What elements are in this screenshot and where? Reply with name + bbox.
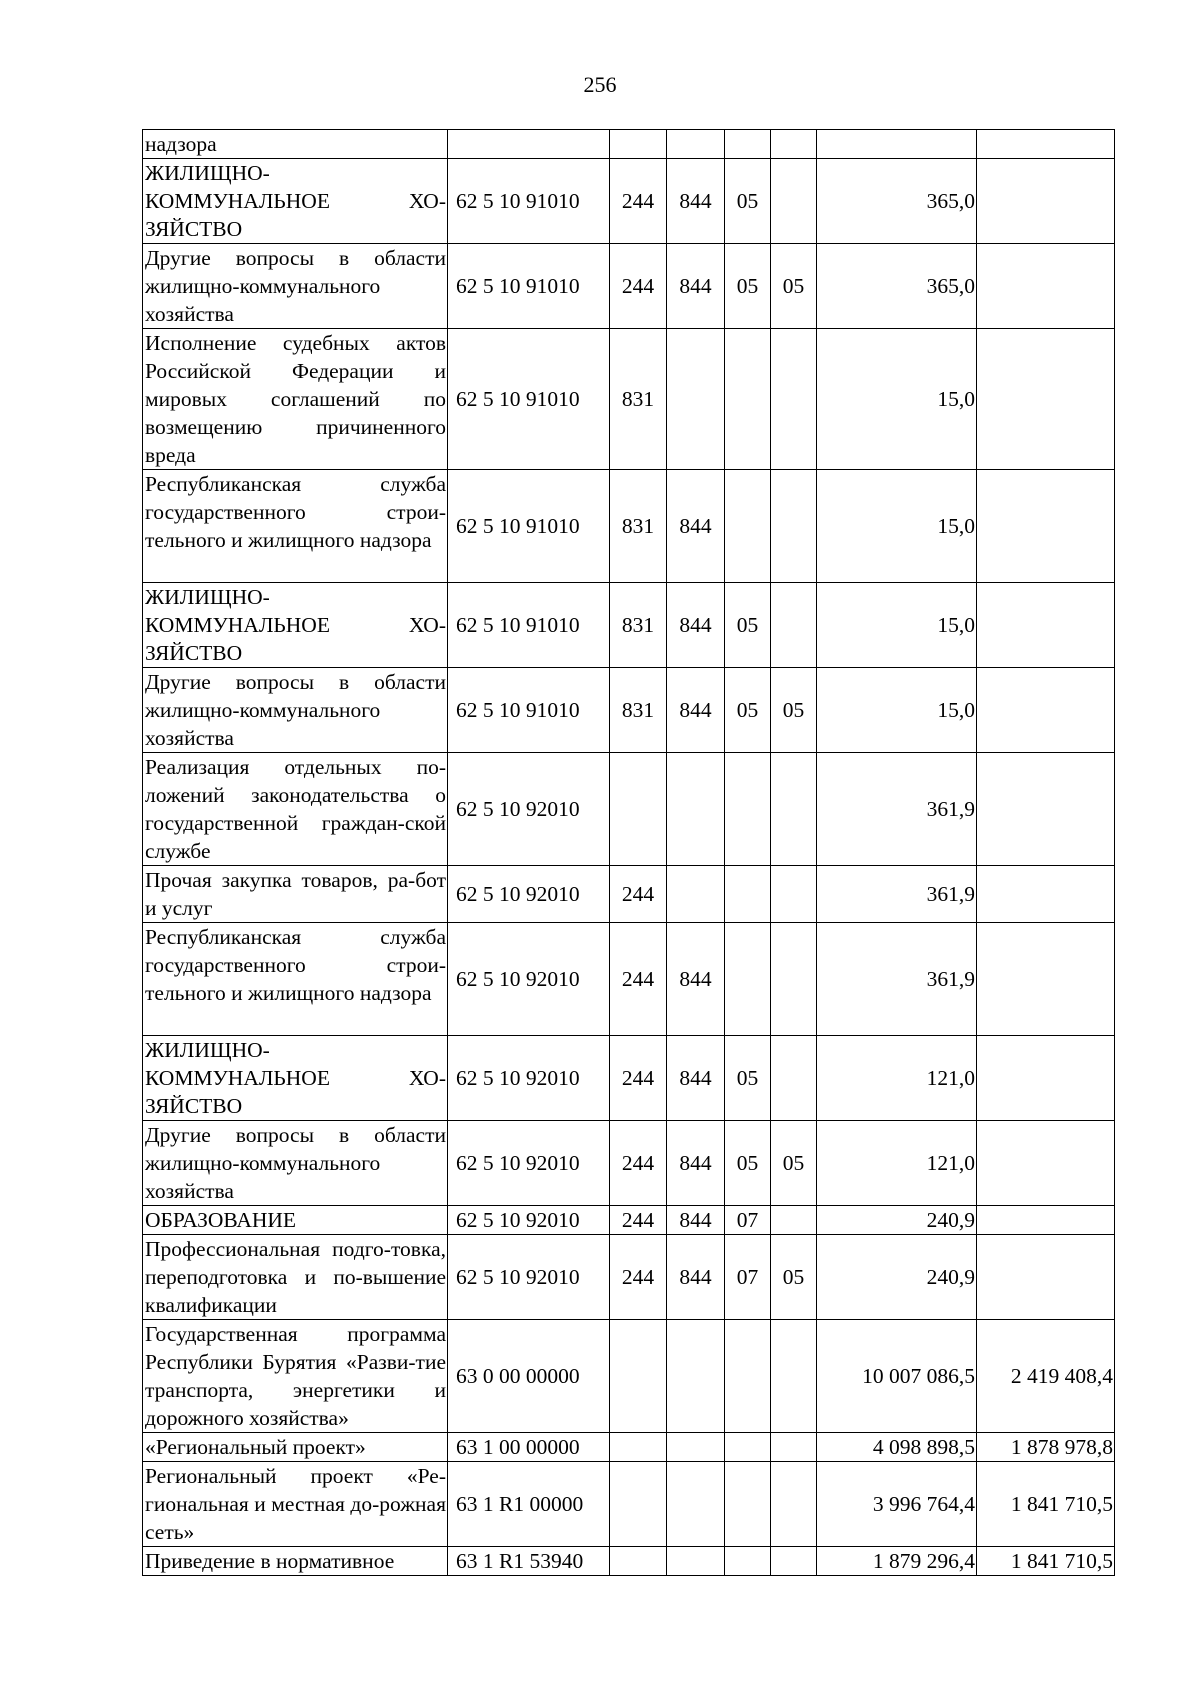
table-row [143,1235,1115,1320]
cell-administrator [667,1462,725,1547]
cell-target-article: 62 5 10 92010 [448,1206,610,1235]
cell-target-article: 63 0 00 00000 [448,1320,610,1433]
cell-subsection [771,1320,817,1433]
cell-name: надзора [143,130,448,159]
cell-administrator: 844 [667,1036,725,1121]
cell-administrator: 844 [667,244,725,329]
table-row [143,1433,1115,1462]
cell-target-article: 62 5 10 92010 [448,753,610,866]
cell-subsection: 05 [771,244,817,329]
cell-amount-total: 10 007 086,5 [817,1320,977,1433]
cell-section: 05 [725,244,771,329]
cell-section [725,866,771,923]
cell-section: 05 [725,1121,771,1206]
cell-name: Исполнение судебных актов Российской Федерации и мировых соглашений по возмещению причиненного вреда [143,329,448,470]
cell-amount-total: 365,0 [817,159,977,244]
cell-expense-type: 244 [610,1036,667,1121]
table-row [143,753,1115,866]
cell-name: ЖИЛИЩНО-КОММУНАЛЬНОЕ ХО-ЗЯЙСТВО [143,1036,448,1121]
cell-target-article: 62 5 10 92010 [448,1121,610,1206]
cell-amount-federal: 1 841 710,5 [977,1462,1115,1547]
cell-amount-total: 361,9 [817,753,977,866]
cell-expense-type: 244 [610,1206,667,1235]
cell-subsection [771,1036,817,1121]
table-row [143,1036,1115,1121]
cell-administrator [667,1433,725,1462]
cell-amount-federal [977,1206,1115,1235]
cell-section [725,1433,771,1462]
cell-amount-federal [977,866,1115,923]
cell-target-article: 62 5 10 92010 [448,866,610,923]
cell-section [725,130,771,159]
budget-table [142,129,1115,1576]
cell-administrator: 844 [667,1121,725,1206]
cell-amount-federal [977,1036,1115,1121]
cell-target-article: 62 5 10 92010 [448,1235,610,1320]
cell-administrator: 844 [667,583,725,668]
cell-section [725,923,771,1036]
cell-amount-total: 121,0 [817,1036,977,1121]
cell-name: Региональный проект «Ре-гиональная и местная до-рожная сеть» [143,1462,448,1547]
cell-administrator [667,1320,725,1433]
cell-amount-federal [977,159,1115,244]
cell-target-article: 63 1 R1 53940 [448,1547,610,1576]
cell-section [725,1320,771,1433]
cell-amount-total: 4 098 898,5 [817,1433,977,1462]
cell-amount-total: 15,0 [817,470,977,583]
cell-amount-total: 361,9 [817,923,977,1036]
cell-section: 05 [725,1036,771,1121]
cell-administrator [667,1547,725,1576]
cell-section: 07 [725,1206,771,1235]
cell-subsection [771,1206,817,1235]
cell-section: 05 [725,159,771,244]
cell-administrator: 844 [667,159,725,244]
cell-subsection [771,130,817,159]
table-row [143,1121,1115,1206]
cell-expense-type: 244 [610,1121,667,1206]
cell-administrator: 844 [667,923,725,1036]
cell-expense-type [610,1433,667,1462]
cell-administrator: 844 [667,1206,725,1235]
cell-section: 05 [725,583,771,668]
budget-table-body [143,130,1115,1576]
cell-name: Профессиональная подго-товка, переподготовка и по-вышение квалификации [143,1235,448,1320]
cell-expense-type: 244 [610,866,667,923]
cell-amount-total: 361,9 [817,866,977,923]
cell-name: Другие вопросы в области жилищно-коммунального хозяйства [143,668,448,753]
cell-subsection [771,1462,817,1547]
cell-section [725,470,771,583]
table-row [143,130,1115,159]
cell-section [725,1462,771,1547]
cell-amount-federal: 2 419 408,4 [977,1320,1115,1433]
cell-amount-federal [977,130,1115,159]
cell-amount-federal: 1 878 978,8 [977,1433,1115,1462]
cell-subsection [771,159,817,244]
cell-section [725,1547,771,1576]
cell-target-article: 62 5 10 92010 [448,1036,610,1121]
cell-name: Прочая закупка товаров, ра-бот и услуг [143,866,448,923]
cell-section: 07 [725,1235,771,1320]
table-row [143,1462,1115,1547]
cell-target-article: 62 5 10 92010 [448,923,610,1036]
cell-target-article: 62 5 10 91010 [448,329,610,470]
cell-subsection: 05 [771,668,817,753]
cell-subsection [771,1547,817,1576]
cell-name: Приведение в нормативное [143,1547,448,1576]
cell-expense-type: 831 [610,668,667,753]
cell-administrator [667,329,725,470]
cell-target-article: 63 1 R1 00000 [448,1462,610,1547]
cell-section [725,753,771,866]
table-row [143,244,1115,329]
cell-expense-type: 244 [610,244,667,329]
cell-administrator [667,130,725,159]
cell-subsection [771,583,817,668]
cell-expense-type: 244 [610,1235,667,1320]
cell-target-article [448,130,610,159]
table-row [143,159,1115,244]
table-row [143,923,1115,1036]
cell-subsection [771,1433,817,1462]
cell-amount-federal [977,583,1115,668]
cell-administrator [667,753,725,866]
cell-subsection: 05 [771,1121,817,1206]
cell-expense-type [610,130,667,159]
cell-name: Реализация отдельных по-ложений законодательства о государственной граждан-ской службе [143,753,448,866]
cell-section [725,329,771,470]
cell-amount-total: 15,0 [817,583,977,668]
cell-expense-type: 244 [610,159,667,244]
cell-name: Государственная программа Республики Бурятия «Разви-тие транспорта, энергетики и дорожного хозяйства» [143,1320,448,1433]
cell-amount-total: 240,9 [817,1206,977,1235]
cell-amount-federal [977,1121,1115,1206]
cell-expense-type: 831 [610,470,667,583]
cell-name: Республиканская служба государственного строи-тельного и жилищного надзора [143,470,448,583]
table-row [143,583,1115,668]
table-row [143,866,1115,923]
cell-name: ОБРАЗОВАНИЕ [143,1206,448,1235]
cell-name: ЖИЛИЩНО-КОММУНАЛЬНОЕ ХО-ЗЯЙСТВО [143,159,448,244]
cell-amount-total: 15,0 [817,329,977,470]
cell-amount-total: 3 996 764,4 [817,1462,977,1547]
cell-target-article: 62 5 10 91010 [448,159,610,244]
cell-amount-total: 15,0 [817,668,977,753]
cell-target-article: 62 5 10 91010 [448,668,610,753]
table-row [143,668,1115,753]
table-row [143,1206,1115,1235]
cell-amount-federal [977,470,1115,583]
cell-administrator: 844 [667,1235,725,1320]
cell-amount-federal [977,668,1115,753]
cell-expense-type [610,1547,667,1576]
cell-target-article: 62 5 10 91010 [448,470,610,583]
cell-expense-type: 831 [610,329,667,470]
cell-name: ЖИЛИЩНО-КОММУНАЛЬНОЕ ХО-ЗЯЙСТВО [143,583,448,668]
cell-expense-type [610,1320,667,1433]
cell-expense-type [610,753,667,866]
table-row [143,1320,1115,1433]
cell-expense-type: 244 [610,923,667,1036]
cell-name: Другие вопросы в области жилищно-коммунального хозяйства [143,1121,448,1206]
cell-amount-total [817,130,977,159]
page-number: 256 [583,72,617,97]
cell-name: «Региональный проект» [143,1433,448,1462]
table-row [143,329,1115,470]
cell-subsection [771,866,817,923]
cell-expense-type: 831 [610,583,667,668]
cell-subsection: 05 [771,1235,817,1320]
cell-subsection [771,470,817,583]
cell-amount-federal [977,1235,1115,1320]
cell-amount-federal: 1 841 710,5 [977,1547,1115,1576]
cell-subsection [771,329,817,470]
cell-administrator [667,866,725,923]
cell-expense-type [610,1462,667,1547]
cell-amount-total: 240,9 [817,1235,977,1320]
cell-target-article: 62 5 10 91010 [448,244,610,329]
cell-amount-total: 121,0 [817,1121,977,1206]
cell-amount-federal [977,244,1115,329]
cell-name: Республиканская служба государственного строи-тельного и жилищного надзора [143,923,448,1036]
cell-amount-federal [977,753,1115,866]
cell-section: 05 [725,668,771,753]
cell-amount-federal [977,329,1115,470]
table-row [143,1547,1115,1576]
cell-target-article: 63 1 00 00000 [448,1433,610,1462]
table-row [143,470,1115,583]
cell-subsection [771,923,817,1036]
cell-name: Другие вопросы в области жилищно-коммунального хозяйства [143,244,448,329]
cell-target-article: 62 5 10 91010 [448,583,610,668]
cell-administrator: 844 [667,668,725,753]
cell-amount-total: 1 879 296,4 [817,1547,977,1576]
cell-administrator: 844 [667,470,725,583]
cell-amount-federal [977,923,1115,1036]
cell-amount-total: 365,0 [817,244,977,329]
cell-subsection [771,753,817,866]
